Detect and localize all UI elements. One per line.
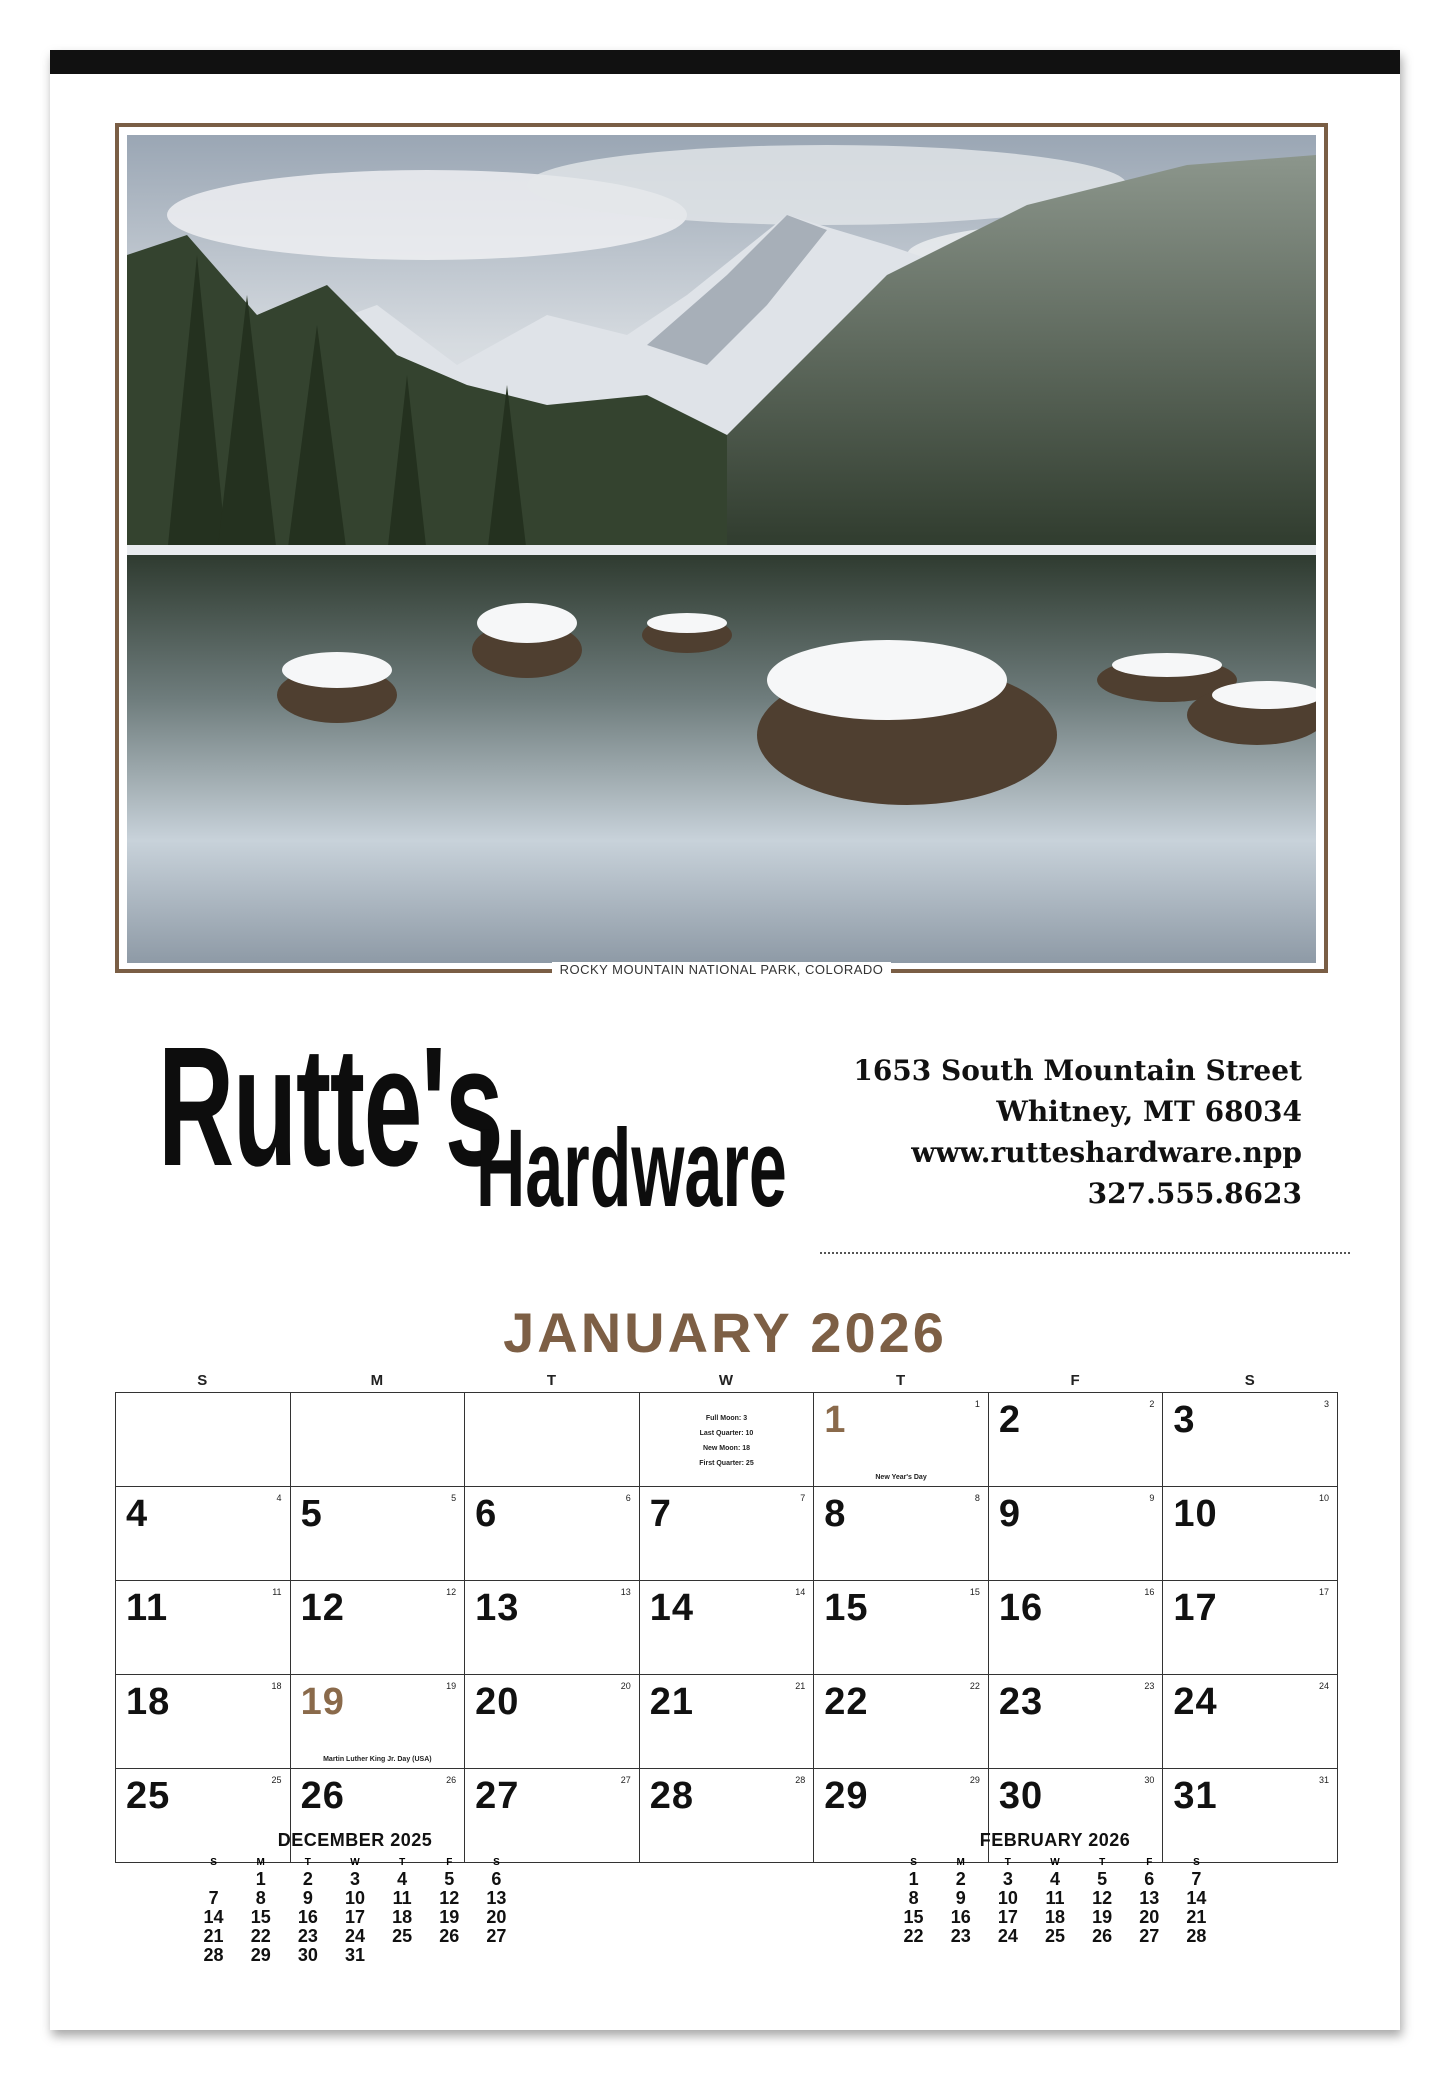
day-small-number: 4 — [276, 1493, 282, 1503]
day-number: 22 — [824, 1681, 869, 1723]
mini-day: 8 — [255, 1888, 266, 1908]
binding-strip — [50, 50, 1400, 74]
mini-weekday: S — [210, 1857, 217, 1868]
day-cell — [1163, 1675, 1338, 1769]
day-cell — [989, 1487, 1164, 1581]
day-small-number: 18 — [271, 1681, 282, 1691]
day-number: 4 — [126, 1493, 149, 1535]
day-number: 30 — [998, 1775, 1044, 1817]
mini-day: 9 — [955, 1888, 966, 1908]
address-line2: Whitney, MT 68034 — [996, 1095, 1302, 1128]
day-number: 6 — [475, 1493, 498, 1535]
day-small-number: 7 — [800, 1493, 806, 1503]
mini-day: 3 — [349, 1869, 360, 1889]
logo-main-text: Rutte's — [158, 1012, 503, 1202]
mini-day: 8 — [908, 1888, 919, 1908]
mini-day: 20 — [1139, 1907, 1160, 1927]
mini-day: 6 — [1144, 1869, 1155, 1889]
mini-day: 31 — [344, 1945, 365, 1965]
day-number: 20 — [475, 1681, 520, 1723]
logo-sub-text: Hardware — [476, 1107, 787, 1230]
day-cell — [1163, 1487, 1338, 1581]
weekday-label: M — [370, 1372, 384, 1389]
mini-day: 11 — [1045, 1888, 1065, 1908]
day-small-number: 31 — [1318, 1775, 1329, 1785]
mini-day: 19 — [439, 1907, 460, 1927]
day-cell — [465, 1487, 640, 1581]
day-number: 16 — [998, 1587, 1044, 1629]
day-small-number: 6 — [625, 1493, 631, 1503]
day-cell — [814, 1393, 989, 1487]
weekday-label: W — [718, 1372, 734, 1389]
day-small-number: 19 — [446, 1681, 457, 1691]
day-cell — [116, 1675, 291, 1769]
mini-day: 26 — [439, 1926, 460, 1946]
mini-day: 4 — [1049, 1869, 1060, 1889]
mini-day — [190, 1870, 237, 1889]
day-number: 19 — [300, 1681, 345, 1723]
mini-day: 12 — [1092, 1888, 1113, 1908]
mini-day: 23 — [297, 1926, 318, 1946]
mini-day: 4 — [397, 1869, 408, 1889]
day-small-number: 12 — [446, 1587, 457, 1597]
mini-day: 13 — [486, 1888, 507, 1908]
day-cell — [465, 1581, 640, 1675]
mini-day: 25 — [1044, 1926, 1065, 1946]
day-number: 11 — [126, 1587, 169, 1629]
day-cell — [814, 1581, 989, 1675]
mini-weekday: S — [493, 1857, 500, 1868]
advertiser-logo — [158, 1012, 787, 1252]
mini-day: 2 — [302, 1869, 313, 1889]
mini-day: 1 — [908, 1869, 919, 1889]
day-small-number: 25 — [271, 1775, 282, 1785]
day-cell — [291, 1393, 466, 1487]
mini-weekday: S — [1193, 1857, 1200, 1868]
day-cell — [116, 1393, 291, 1487]
day-number: 21 — [649, 1681, 694, 1723]
day-small-number: 1 — [974, 1399, 980, 1409]
day-small-number: 24 — [1318, 1681, 1329, 1691]
moon-phase-line: First Quarter: 25 — [699, 1460, 754, 1467]
day-number: 13 — [475, 1587, 520, 1629]
day-cell — [291, 1675, 466, 1769]
mini-day: 9 — [302, 1888, 313, 1908]
mini-day: 11 — [392, 1888, 412, 1908]
mini-weekday: F — [1146, 1857, 1153, 1868]
day-small-number: 20 — [620, 1681, 631, 1691]
weekday-header — [115, 1372, 1337, 1392]
day-number: 26 — [300, 1775, 345, 1817]
moon-phase-line: New Moon: 18 — [702, 1445, 751, 1452]
weekday-label: S — [1244, 1372, 1255, 1389]
mini-next-grid — [890, 1855, 1220, 1946]
mini-weekday: F — [446, 1857, 453, 1868]
dotted-divider — [820, 1252, 1350, 1254]
day-number: 24 — [1173, 1681, 1218, 1723]
day-cell — [640, 1581, 815, 1675]
day-cell — [116, 1581, 291, 1675]
day-small-number: 21 — [795, 1681, 806, 1691]
mini-weekday: T — [1004, 1857, 1011, 1868]
day-small-number: 28 — [795, 1775, 806, 1785]
calendar-page — [50, 50, 1400, 2030]
mini-day: 28 — [203, 1945, 224, 1965]
day-cell — [640, 1393, 815, 1487]
mini-day: 17 — [344, 1907, 365, 1927]
phone: 327.555.8623 — [1087, 1177, 1302, 1210]
day-number: 15 — [824, 1587, 869, 1629]
day-number: 9 — [998, 1493, 1021, 1535]
mini-weekday: S — [910, 1857, 917, 1868]
day-number: 18 — [126, 1681, 171, 1723]
day-number: 31 — [1173, 1775, 1218, 1817]
mini-day: 22 — [250, 1926, 271, 1946]
mini-day: 16 — [297, 1907, 318, 1927]
mini-day: 5 — [444, 1869, 455, 1889]
holiday-note: New Year's Day — [875, 1474, 927, 1481]
mini-calendar-previous — [190, 1830, 520, 1965]
day-cell — [1163, 1581, 1338, 1675]
mini-day: 16 — [950, 1907, 971, 1927]
day-cell — [640, 1675, 815, 1769]
mini-weekday: M — [956, 1857, 965, 1868]
day-cell — [640, 1487, 815, 1581]
day-number: 17 — [1173, 1587, 1218, 1629]
mini-prev-grid — [190, 1855, 520, 1965]
day-small-number: 11 — [272, 1587, 282, 1597]
mini-weekday: T — [1099, 1857, 1106, 1868]
day-number: 28 — [649, 1775, 694, 1817]
day-number: 14 — [649, 1587, 694, 1629]
mini-day: 15 — [903, 1907, 924, 1927]
day-number: 5 — [300, 1493, 323, 1535]
day-small-number: 23 — [1144, 1681, 1155, 1691]
day-cell — [291, 1487, 466, 1581]
mini-day: 6 — [491, 1869, 502, 1889]
mini-day — [379, 1946, 426, 1965]
mini-day: 5 — [1097, 1869, 1108, 1889]
mini-calendar-next — [890, 1830, 1220, 1946]
mini-day: 24 — [997, 1926, 1018, 1946]
day-cell — [116, 1487, 291, 1581]
day-number: 25 — [126, 1775, 171, 1817]
moon-phase-line: Last Quarter: 10 — [699, 1430, 754, 1437]
mini-day: 28 — [1186, 1926, 1207, 1946]
day-small-number: 26 — [446, 1775, 457, 1785]
mini-day: 10 — [344, 1888, 365, 1908]
day-number: 27 — [475, 1775, 520, 1817]
day-small-number: 9 — [1149, 1493, 1155, 1503]
mini-day: 17 — [997, 1907, 1018, 1927]
mini-day: 23 — [950, 1926, 971, 1946]
weekday-label: S — [197, 1372, 208, 1389]
mini-weekday: T — [399, 1857, 406, 1868]
mini-day: 7 — [208, 1888, 219, 1908]
day-small-number: 10 — [1318, 1493, 1329, 1503]
mini-prev-title: DECEMBER 2025 — [277, 1830, 433, 1850]
mini-day: 15 — [250, 1907, 271, 1927]
day-cell — [814, 1675, 989, 1769]
weekday-label: T — [895, 1372, 906, 1389]
day-small-number: 3 — [1323, 1399, 1329, 1409]
mini-day: 21 — [1186, 1907, 1207, 1927]
website: www.rutteshardware.npp — [911, 1136, 1302, 1169]
mini-day: 18 — [1044, 1907, 1065, 1927]
month-title: JANUARY 2026 — [503, 1301, 947, 1364]
mini-day: 13 — [1139, 1888, 1160, 1908]
day-number: 29 — [824, 1775, 869, 1817]
day-small-number: 27 — [620, 1775, 631, 1785]
day-small-number: 29 — [969, 1775, 980, 1785]
day-small-number: 8 — [974, 1493, 980, 1503]
holiday-note: Martin Luther King Jr. Day (USA) — [323, 1756, 432, 1763]
address-line1: 1653 South Mountain Street — [853, 1054, 1302, 1087]
mini-weekday: W — [1050, 1857, 1060, 1868]
day-small-number: 17 — [1318, 1587, 1329, 1597]
day-cell — [1163, 1393, 1338, 1487]
day-number: 10 — [1173, 1493, 1218, 1535]
mini-day: 25 — [392, 1926, 413, 1946]
day-small-number: 16 — [1144, 1587, 1155, 1597]
mini-day: 19 — [1092, 1907, 1113, 1927]
day-cell — [465, 1675, 640, 1769]
day-number: 7 — [649, 1493, 672, 1535]
mini-day: 27 — [1139, 1926, 1160, 1946]
landscape-photo — [127, 135, 1316, 963]
mini-weekday: M — [256, 1857, 265, 1868]
mini-day: 26 — [1092, 1926, 1113, 1946]
day-small-number: 5 — [451, 1493, 457, 1503]
photo-frame — [115, 123, 1328, 977]
day-number: 12 — [300, 1587, 345, 1629]
day-cell — [989, 1581, 1164, 1675]
mini-day: 3 — [1002, 1869, 1013, 1889]
day-number: 23 — [998, 1681, 1044, 1723]
mini-day — [473, 1946, 520, 1965]
day-number: 8 — [824, 1493, 847, 1535]
mini-day: 1 — [255, 1869, 266, 1889]
day-cell — [814, 1487, 989, 1581]
mini-day — [426, 1946, 473, 1965]
photo-caption: ROCKY MOUNTAIN NATIONAL PARK, COLORADO — [119, 962, 1324, 977]
day-number: 2 — [998, 1399, 1021, 1441]
mini-day: 12 — [439, 1888, 460, 1908]
day-small-number: 22 — [969, 1681, 980, 1691]
moon-phase-line: Full Moon: 3 — [705, 1415, 748, 1422]
mini-day: 22 — [903, 1926, 924, 1946]
day-cell — [291, 1581, 466, 1675]
mini-weekday: W — [350, 1857, 360, 1868]
day-small-number: 13 — [620, 1587, 631, 1597]
mini-day: 21 — [203, 1926, 224, 1946]
day-small-number: 2 — [1149, 1399, 1155, 1409]
month-grid — [115, 1392, 1338, 1863]
advertiser-contact — [853, 1050, 1302, 1214]
mini-day: 20 — [486, 1907, 507, 1927]
mini-day: 24 — [344, 1926, 365, 1946]
day-small-number: 14 — [795, 1587, 806, 1597]
day-small-number: 30 — [1144, 1775, 1155, 1785]
mini-day: 10 — [997, 1888, 1018, 1908]
weekday-label: T — [546, 1372, 556, 1389]
mini-day: 27 — [486, 1926, 507, 1946]
day-cell — [465, 1393, 640, 1487]
mini-day: 30 — [297, 1945, 318, 1965]
weekday-label: F — [1070, 1372, 1080, 1389]
mini-day: 14 — [1186, 1888, 1207, 1908]
mini-day: 14 — [203, 1907, 224, 1927]
mini-day: 7 — [1191, 1869, 1202, 1889]
day-number: 3 — [1173, 1399, 1196, 1441]
day-cell — [989, 1393, 1164, 1487]
day-number: 1 — [824, 1399, 847, 1441]
mini-weekday: T — [304, 1857, 311, 1868]
day-small-number: 15 — [969, 1587, 980, 1597]
moon-phases — [640, 1411, 814, 1471]
day-cell — [640, 1769, 815, 1863]
mini-day: 29 — [250, 1945, 271, 1965]
mini-next-title: FEBRUARY 2026 — [979, 1830, 1131, 1850]
day-cell — [989, 1675, 1164, 1769]
mini-day: 18 — [392, 1907, 413, 1927]
mini-day: 2 — [955, 1869, 966, 1889]
